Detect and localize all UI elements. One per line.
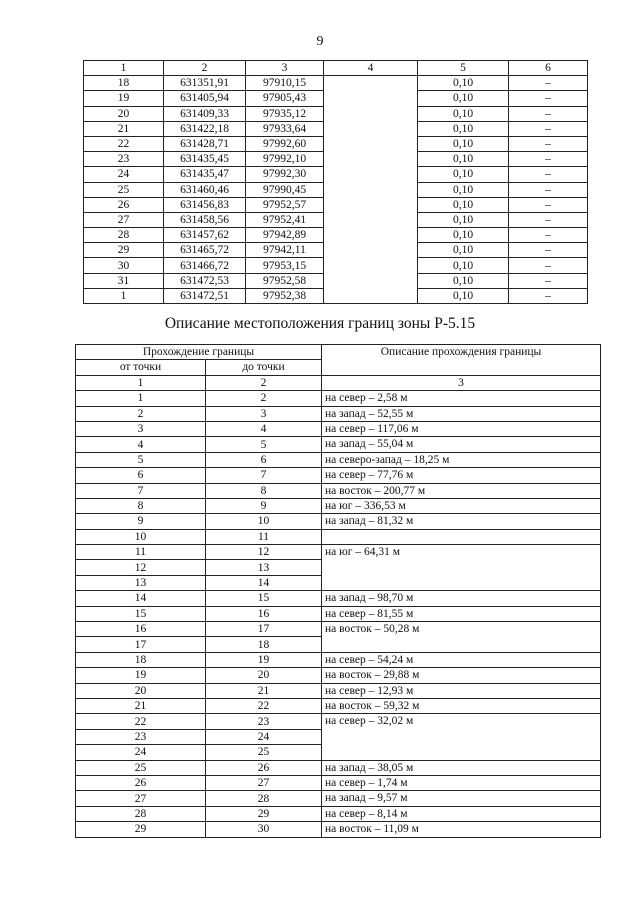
coordinate-y: 97933,64 (246, 121, 324, 136)
from-point: 20 (76, 683, 206, 698)
from-point: 7 (76, 483, 206, 498)
from-point: 5 (76, 452, 206, 467)
table-row (76, 683, 601, 698)
to-point: 25 (206, 745, 322, 760)
table-row (76, 668, 601, 683)
coordinate-y: 97935,12 (246, 106, 324, 121)
table-row (76, 698, 601, 713)
header-from-point: от точки (76, 360, 206, 375)
empty-merged-cell (324, 76, 418, 304)
coordinate-x: 631422,18 (164, 121, 246, 136)
from-point: 10 (76, 529, 206, 544)
from-point: 27 (76, 791, 206, 806)
table-row (76, 468, 601, 483)
table-header-row (84, 61, 588, 76)
point-number: 22 (84, 136, 164, 151)
dash-value: – (509, 273, 588, 288)
accuracy-value: 0,10 (418, 212, 509, 227)
from-point: 16 (76, 622, 206, 637)
boundary-description: на запад – 81,32 м (322, 514, 601, 529)
to-point: 3 (206, 406, 322, 421)
boundary-description: на восток – 200,77 м (322, 483, 601, 498)
coordinate-y: 97990,45 (246, 182, 324, 197)
accuracy-value: 0,10 (418, 258, 509, 273)
coordinate-y: 97942,89 (246, 228, 324, 243)
to-point: 28 (206, 791, 322, 806)
coordinate-y: 97953,15 (246, 258, 324, 273)
dash-value: – (509, 167, 588, 182)
accuracy-value: 0,10 (418, 106, 509, 121)
coordinate-x: 631465,72 (164, 243, 246, 258)
coordinate-y: 97905,43 (246, 91, 324, 106)
point-number: 25 (84, 182, 164, 197)
from-point: 22 (76, 714, 206, 729)
accuracy-value: 0,10 (418, 167, 509, 182)
from-point: 11 (76, 545, 206, 560)
from-point: 2 (76, 406, 206, 421)
dash-value: – (509, 288, 588, 303)
to-point: 30 (206, 822, 322, 837)
from-point: 14 (76, 591, 206, 606)
boundary-description: на юг – 64,31 м (322, 545, 601, 591)
boundary-description: на восток – 11,09 м (322, 822, 601, 837)
boundary-description: на север – 117,06 м (322, 421, 601, 436)
column-header: 5 (418, 61, 509, 76)
from-point: 25 (76, 760, 206, 775)
column-number: 3 (322, 375, 601, 390)
to-point: 27 (206, 775, 322, 790)
from-point: 17 (76, 637, 206, 652)
from-point: 1 (76, 391, 206, 406)
page-number: 9 (316, 34, 324, 49)
table-row (84, 76, 588, 91)
coordinate-x: 631456,83 (164, 197, 246, 212)
to-point: 26 (206, 760, 322, 775)
to-point: 10 (206, 514, 322, 529)
from-point: 28 (76, 806, 206, 821)
accuracy-value: 0,10 (418, 197, 509, 212)
accuracy-value: 0,10 (418, 182, 509, 197)
coordinate-x: 631435,45 (164, 152, 246, 167)
point-number: 27 (84, 212, 164, 227)
boundary-description: на север – 77,76 м (322, 468, 601, 483)
to-point: 2 (206, 391, 322, 406)
column-header: 1 (84, 61, 164, 76)
to-point: 18 (206, 637, 322, 652)
table-row (76, 606, 601, 621)
dash-value: – (509, 212, 588, 227)
table-row (76, 775, 601, 790)
coordinate-y: 97910,15 (246, 76, 324, 91)
accuracy-value: 0,10 (418, 288, 509, 303)
to-point: 20 (206, 668, 322, 683)
from-point: 13 (76, 575, 206, 590)
boundary-description: на восток – 59,32 м (322, 698, 601, 713)
point-number: 28 (84, 228, 164, 243)
boundary-description: на север – 12,93 м (322, 683, 601, 698)
boundary-description: на северо-запад – 18,25 м (322, 452, 601, 467)
coordinate-y: 97992,10 (246, 152, 324, 167)
from-point: 18 (76, 652, 206, 667)
table-row (76, 591, 601, 606)
accuracy-value: 0,10 (418, 76, 509, 91)
accuracy-value: 0,10 (418, 136, 509, 151)
to-point: 24 (206, 729, 322, 744)
coordinate-y: 97992,30 (246, 167, 324, 182)
boundary-description: на восток – 50,28 м (322, 622, 601, 653)
coordinate-y: 97952,58 (246, 273, 324, 288)
coordinate-x: 631351,91 (164, 76, 246, 91)
to-point: 16 (206, 606, 322, 621)
from-point: 9 (76, 514, 206, 529)
coordinate-x: 631435,47 (164, 167, 246, 182)
table-row (76, 806, 601, 821)
to-point: 29 (206, 806, 322, 821)
table-row (76, 791, 601, 806)
to-point: 23 (206, 714, 322, 729)
coordinate-x: 631405,94 (164, 91, 246, 106)
boundary-description: на север – 81,55 м (322, 606, 601, 621)
from-point: 12 (76, 560, 206, 575)
section-title: Описание местоположения границ зоны Р-5.15 (164, 315, 476, 332)
coordinate-y: 97942,11 (246, 243, 324, 258)
to-point: 22 (206, 698, 322, 713)
point-number: 19 (84, 91, 164, 106)
table-row (76, 391, 601, 406)
from-point: 4 (76, 437, 206, 452)
dash-value: – (509, 91, 588, 106)
to-point: 19 (206, 652, 322, 667)
point-number: 21 (84, 121, 164, 136)
table-row (76, 514, 601, 529)
coordinates-table (83, 60, 588, 304)
header-to-point: до точки (206, 360, 322, 375)
table-row (76, 406, 601, 421)
point-number: 31 (84, 273, 164, 288)
dash-value: – (509, 228, 588, 243)
accuracy-value: 0,10 (418, 243, 509, 258)
coordinate-y: 97952,41 (246, 212, 324, 227)
boundary-description: на север – 54,24 м (322, 652, 601, 667)
table-row (76, 622, 601, 637)
coordinate-y: 97952,38 (246, 288, 324, 303)
coordinate-x: 631409,33 (164, 106, 246, 121)
column-number: 1 (76, 375, 206, 390)
to-point: 11 (206, 529, 322, 544)
table-row (76, 483, 601, 498)
from-point: 3 (76, 421, 206, 436)
from-point: 24 (76, 745, 206, 760)
accuracy-value: 0,10 (418, 273, 509, 288)
boundary-description: на запад – 52,55 м (322, 406, 601, 421)
header-boundary-description: Описание прохождения границы (322, 345, 601, 376)
point-number: 18 (84, 76, 164, 91)
from-point: 8 (76, 498, 206, 513)
column-number: 2 (206, 375, 322, 390)
accuracy-value: 0,10 (418, 152, 509, 167)
to-point: 12 (206, 545, 322, 560)
column-number-row (76, 375, 601, 390)
coordinate-y: 97952,57 (246, 197, 324, 212)
point-number: 20 (84, 106, 164, 121)
point-number: 1 (84, 288, 164, 303)
boundary-description: на восток – 29,88 м (322, 668, 601, 683)
boundary-description (322, 529, 601, 544)
boundary-description: на запад – 98,70 м (322, 591, 601, 606)
dash-value: – (509, 182, 588, 197)
coordinate-y: 97992,60 (246, 136, 324, 151)
dash-value: – (509, 152, 588, 167)
column-header: 3 (246, 61, 324, 76)
dash-value: – (509, 121, 588, 136)
to-point: 21 (206, 683, 322, 698)
table-row (76, 529, 601, 544)
to-point: 17 (206, 622, 322, 637)
coordinate-x: 631472,51 (164, 288, 246, 303)
boundary-description: на запад – 38,05 м (322, 760, 601, 775)
coordinate-x: 631457,62 (164, 228, 246, 243)
from-point: 23 (76, 729, 206, 744)
table-row (76, 421, 601, 436)
column-header: 2 (164, 61, 246, 76)
table-row (76, 498, 601, 513)
to-point: 14 (206, 575, 322, 590)
point-number: 26 (84, 197, 164, 212)
to-point: 13 (206, 560, 322, 575)
table-row (76, 437, 601, 452)
column-header: 6 (509, 61, 588, 76)
from-point: 26 (76, 775, 206, 790)
table-row (76, 452, 601, 467)
to-point: 5 (206, 437, 322, 452)
to-point: 4 (206, 421, 322, 436)
from-point: 15 (76, 606, 206, 621)
dash-value: – (509, 76, 588, 91)
boundary-description: на юг – 336,53 м (322, 498, 601, 513)
to-point: 6 (206, 452, 322, 467)
table-row (76, 652, 601, 667)
to-point: 8 (206, 483, 322, 498)
coordinate-x: 631458,56 (164, 212, 246, 227)
accuracy-value: 0,10 (418, 228, 509, 243)
accuracy-value: 0,10 (418, 91, 509, 106)
dash-value: – (509, 243, 588, 258)
accuracy-value: 0,10 (418, 121, 509, 136)
boundary-description: на запад – 9,57 м (322, 791, 601, 806)
header-boundary-passage: Прохождение границы (76, 345, 322, 360)
to-point: 9 (206, 498, 322, 513)
table-row (76, 714, 601, 729)
coordinate-x: 631460,46 (164, 182, 246, 197)
boundary-description-table (75, 344, 601, 838)
column-header: 4 (324, 61, 418, 76)
from-point: 19 (76, 668, 206, 683)
table-row (76, 760, 601, 775)
from-point: 21 (76, 698, 206, 713)
table-row (76, 822, 601, 837)
dash-value: – (509, 106, 588, 121)
point-number: 29 (84, 243, 164, 258)
table-header-row (76, 345, 601, 360)
boundary-description: на север – 8,14 м (322, 806, 601, 821)
point-number: 24 (84, 167, 164, 182)
coordinate-x: 631428,71 (164, 136, 246, 151)
dash-value: – (509, 258, 588, 273)
coordinate-x: 631466,72 (164, 258, 246, 273)
to-point: 15 (206, 591, 322, 606)
dash-value: – (509, 197, 588, 212)
from-point: 6 (76, 468, 206, 483)
point-number: 23 (84, 152, 164, 167)
boundary-description: на север – 32,02 м (322, 714, 601, 760)
boundary-description: на запад – 55,04 м (322, 437, 601, 452)
dash-value: – (509, 136, 588, 151)
coordinate-x: 631472,53 (164, 273, 246, 288)
to-point: 7 (206, 468, 322, 483)
from-point: 29 (76, 822, 206, 837)
point-number: 30 (84, 258, 164, 273)
boundary-description: на север – 2,58 м (322, 391, 601, 406)
boundary-description: на север – 1,74 м (322, 775, 601, 790)
table-row (76, 545, 601, 560)
